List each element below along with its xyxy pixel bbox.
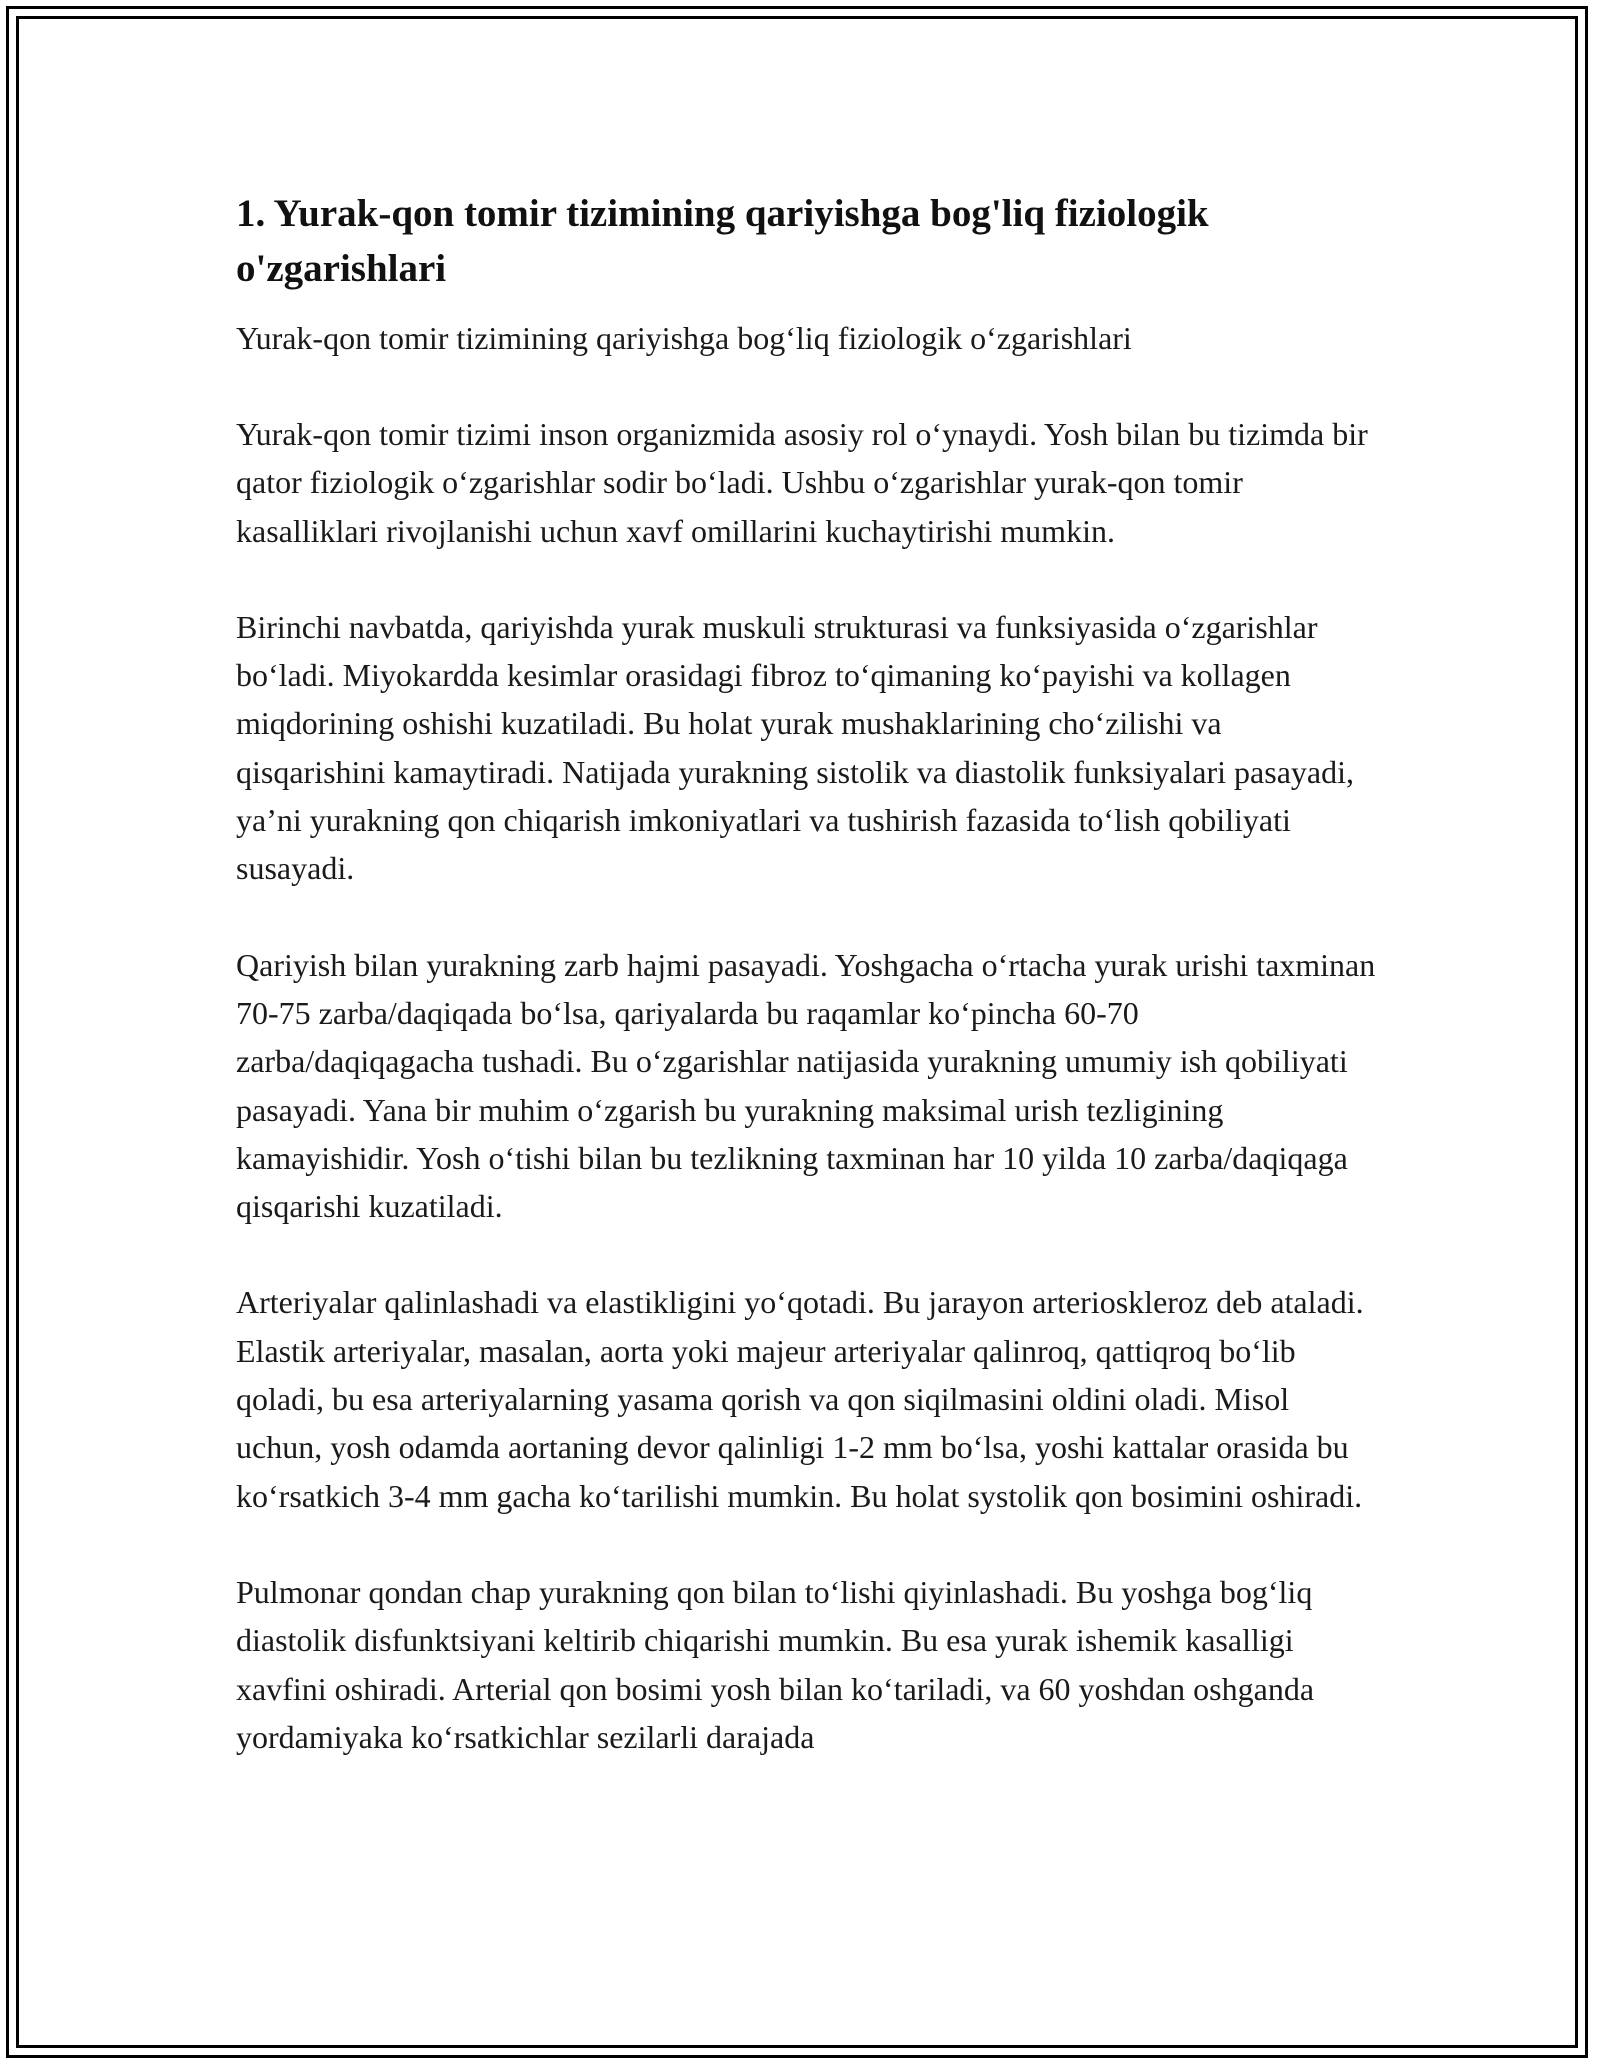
document-body [236,186,1376,1809]
paragraph-3: Qariyish bilan yurakning zarb hajmi pasayadi. Yoshgacha o‘rtacha yurak urishi taxminan 70-75 zarba/daqiqada bo‘lsa, qariyalarda bu raqamlar ko‘pincha 60-70 zarba/daqiqagacha tushadi. Bu o‘zgarishlar natijasida yurakning umumiy ish qobiliyati pasayadi. Yana bir muhim o‘zgarish bu yurakning maksimal urish tezligining kamayishidir. Yosh o‘tishi bilan bu tezlikning taxminan har 10 yilda 10 zarba/daqiqaga qisqarishi kuzatiladi. [236,946,1376,1225]
paragraph-5: Pulmonar qondan chap yurakning qon bilan to‘lishi qiyinlashadi. Bu yoshga bog‘liq diastolik disfunktsiyani keltirib chiqarishi mumkin. Bu esa yurak ishemik kasalligi xavfini oshiradi. Arterial qon bosimi yosh bilan ko‘tariladi, va 60 yoshdan oshganda yordamiyaka ko‘rsatkichlar sezilarli darajada [236,1573,1315,1755]
section-heading: 1. Yurak-qon tomir tizimining qariyishga bog'liq fiziologik o'zgarishlari [236,192,1209,290]
paragraph-2: Birinchi navbatda, qariyishda yurak muskuli strukturasi va funksiyasida o‘zgarishlar bo‘ladi. Miyokardda kesimlar orasidagi fibroz to‘qimaning ko‘payishi va kollagen miqdorining oshishi kuzatiladi. Bu holat yurak mushaklarining cho‘zilishi va qisqarishini kamaytiradi. Natijada yurakning sistolik va diastolik funksiyalari pasayadi, ya’ni yurakning qon chiqarish imkoniyatlari va tushirish fazasida to‘lish qobiliyati susayadi. [236,608,1354,887]
paragraph-1: Yurak-qon tomir tizimi inson organizmida asosiy rol o‘ynaydi. Yosh bilan bu tizimda bir qator fiziologik o‘zgarishlar sodir bo‘ladi. Ushbu o‘zgarishlar yurak-qon tomir kasalliklari rivojlanishi uchun xavf omillarini kuchaytirishi mumkin. [236,416,1368,549]
section-subtitle: Yurak-qon tomir tizimining qariyishga bog‘liq fiziologik o‘zgarishlari [236,320,1132,356]
paragraph-4: Arteriyalar qalinlashadi va elastikligini yo‘qotadi. Bu jarayon arterioskleroz deb ataladi. Elastik arteriyalar, masalan, aorta yoki majeur arteriyalar qalinroq, qattiqroq bo‘lib qoladi, bu esa arteriyalarning yasama qorish va qon siqilmasini oldini oladi. Misol uchun, yosh odamda aortaning devor qalinligi 1-2 mm bo‘lsa, yoshi kattalar orasida bu ko‘rsatkich 3-4 mm gacha ko‘tarilishi mumkin. Bu holat systolik qon bosimini oshiradi. [236,1284,1364,1514]
